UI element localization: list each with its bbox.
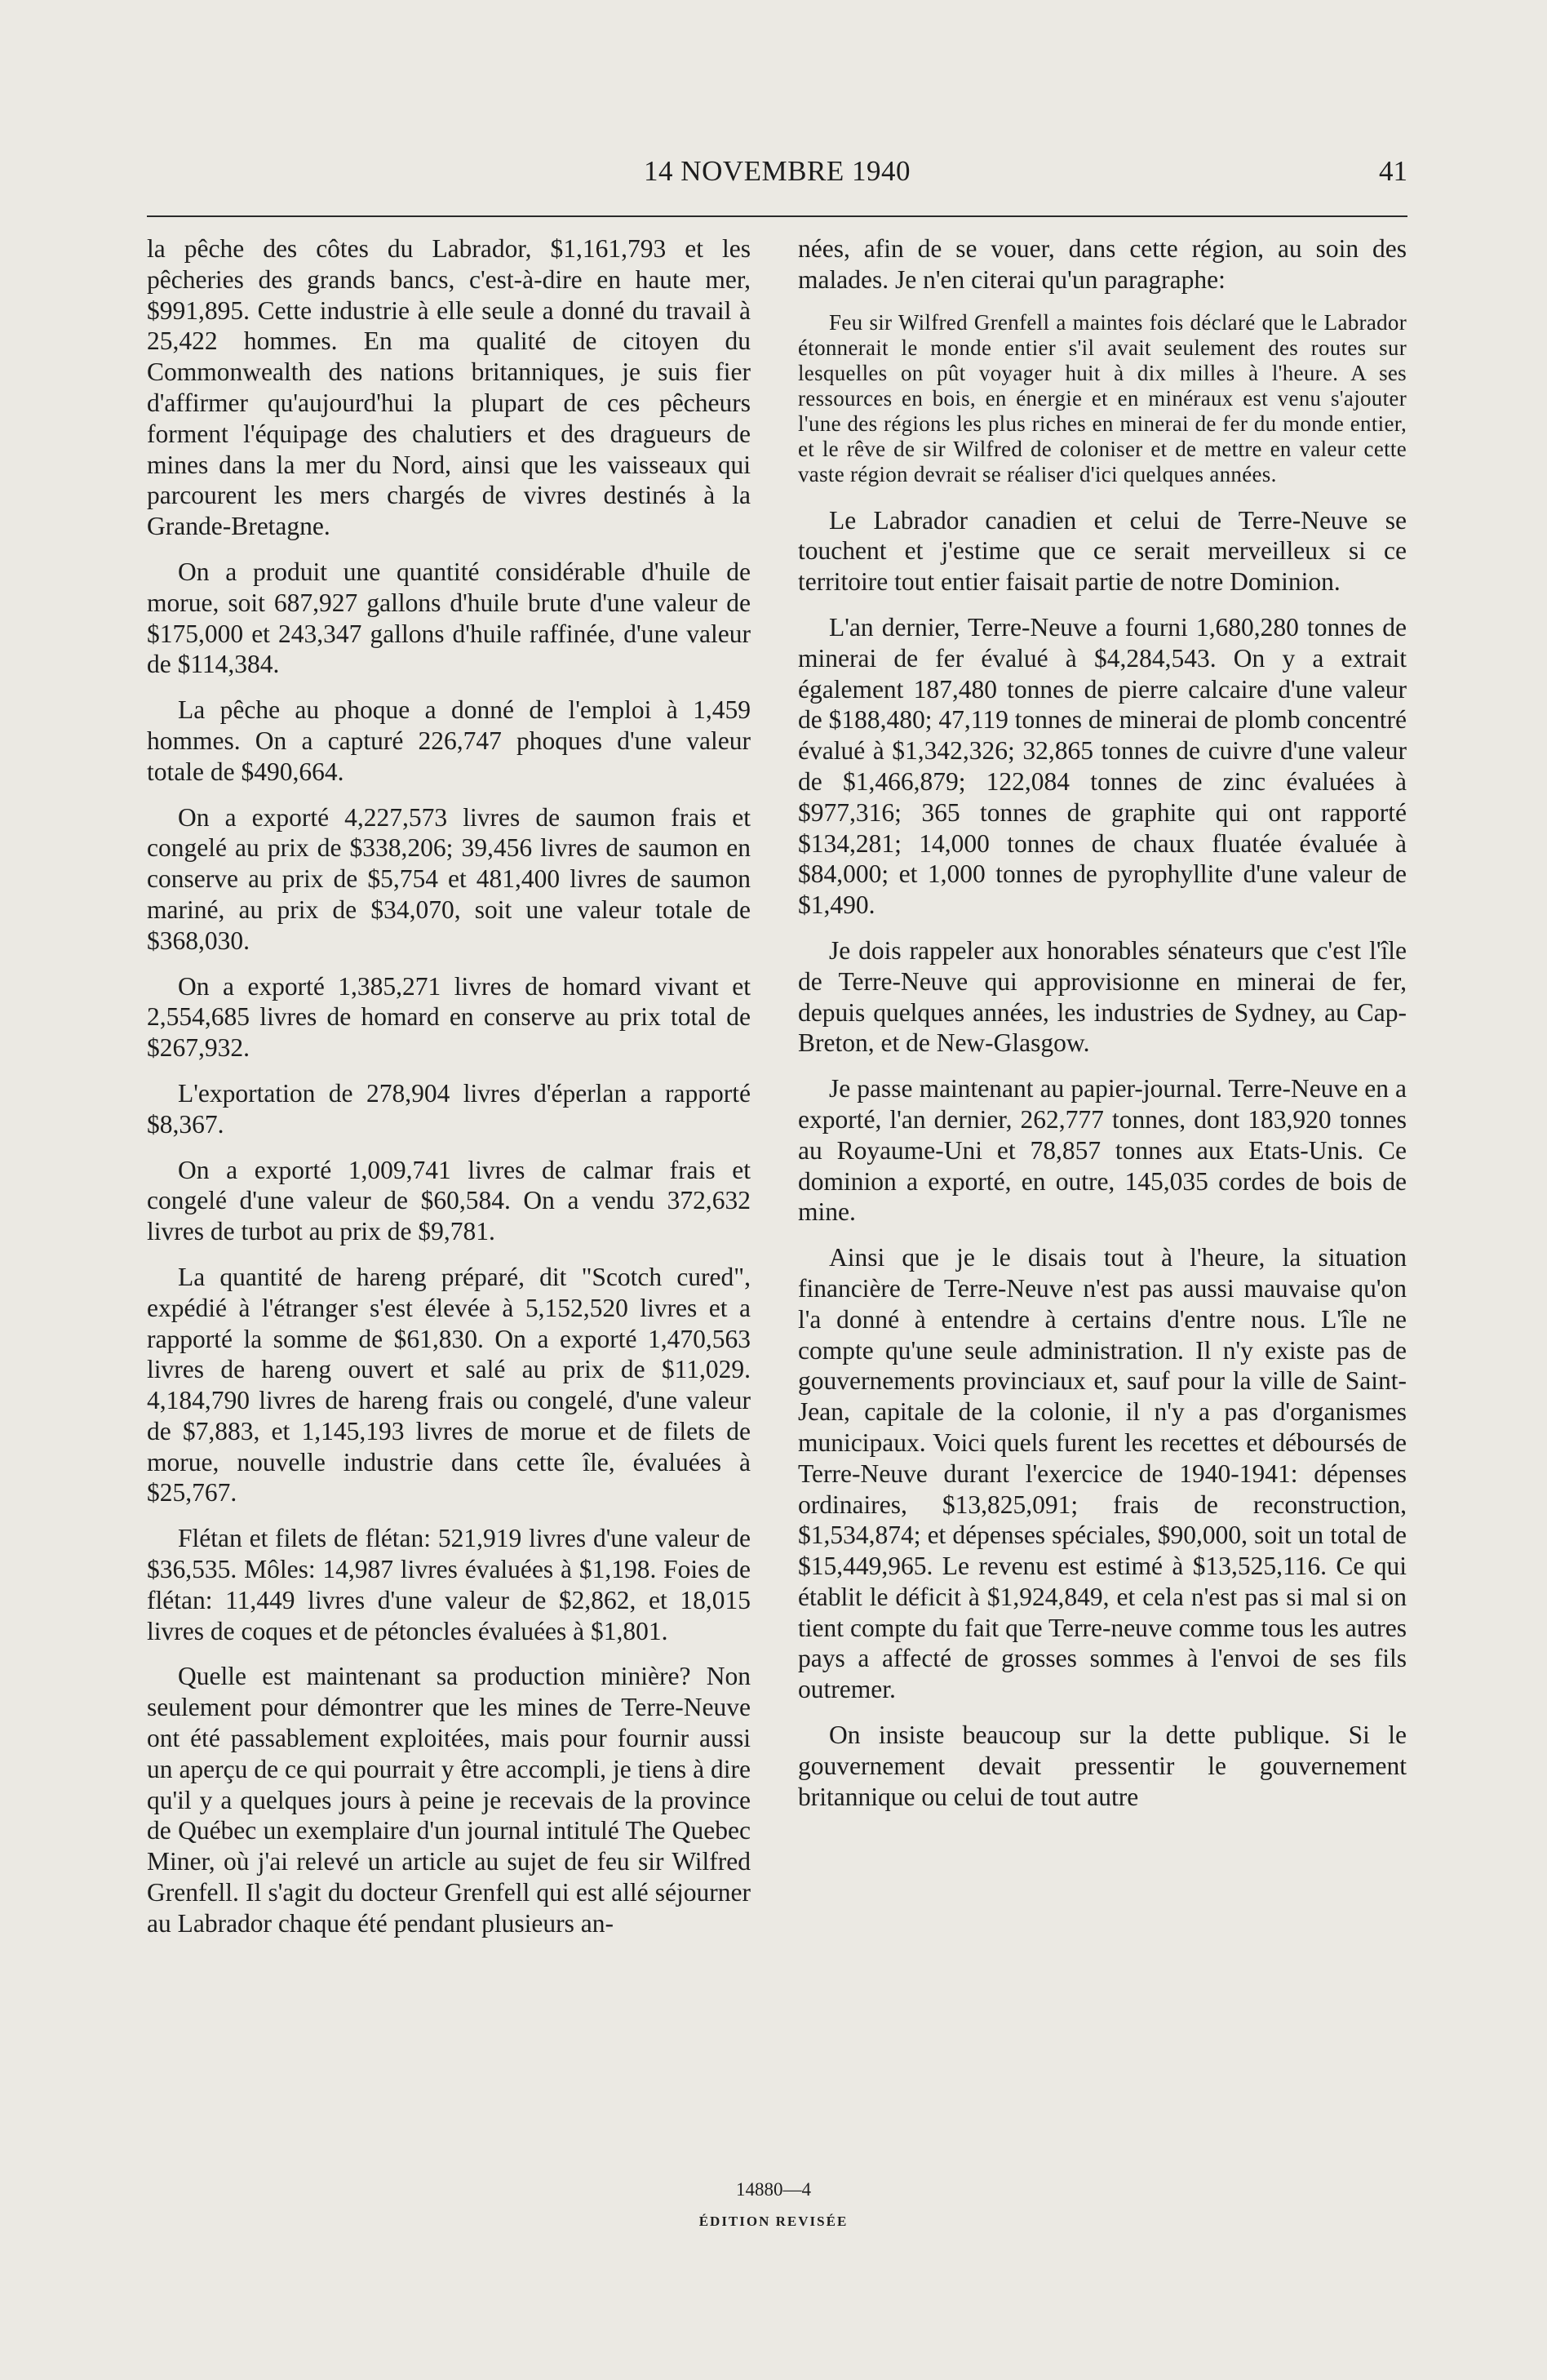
page-footer	[0, 2179, 1547, 2230]
paragraph: L'exportation de 278,904 livres d'éperlan a rapporté $8,367.	[147, 1078, 751, 1139]
paragraph: On a exporté 4,227,573 livres de saumon frais et congelé au prix de $338,206; 39,456 livres de saumon en conserve au prix de $5,754 et 481,400 livres de saumon mariné, au prix de $34,070, soit une valeur totale de $368,030.	[147, 802, 751, 955]
paragraph: la pêche des côtes du Labrador, $1,161,793 et les pêcheries des grands bancs, c'est-à-dire en haute mer, $991,895. Cette industrie à elle seule a donné du travail à 25,422 hommes. En ma qualité de citoyen du Commonwealth des nations britanniques, je suis fier d'affirmer qu'aujourd'hui la plupart de ces pêcheurs forment l'équipage des chalutiers et des dragueurs de mines dans la mer du Nord, ainsi que les vaisseaux qui parcourent les mers chargés de vivres destinés à la Grande-Bretagne.	[147, 234, 751, 541]
paragraph: Ainsi que je le disais tout à l'heure, la situation financière de Terre-Neuve n'est pas aussi mauvaise qu'on l'a donné à entendre à certains d'entre nous. L'île ne compte qu'une seule administration. Il n'y existe pas de gouvernements provinciaux et, sauf pour la ville de Saint-Jean, capitale de la colonie, il n'y a pas d'organismes municipaux. Voici quels furent les recettes et déboursés de Terre-Neuve durant l'exercice de 1940-1941: dépenses ordinaires, $13,825,091; frais de reconstruction, $1,534,874; et dépenses spéciales, $90,000, soit un total de $15,449,965. Le revenu est estimé à $13,525,116. Ce qui établit le déficit à $1,924,849, et cela n'est pas si mal si on tient compte du fait que Terre-neuve comme tous les autres pays a affecté de grosses sommes à l'envoi de ses fils outremer.	[798, 1243, 1407, 1704]
paragraph: nées, afin de se vouer, dans cette région, au soin des malades. Je n'en citerai qu'un paragraphe:	[798, 234, 1407, 294]
page-date-title: 14 NOVEMBRE 1940	[644, 155, 911, 187]
edition-label: ÉDITION REVISÉE	[698, 2213, 849, 2229]
paragraph: La pêche au phoque a donné de l'emploi à 1,459 hommes. On a capturé 226,747 phoques d'une valeur totale de $490,664.	[147, 695, 751, 786]
paragraph: Quelle est maintenant sa production minière? Non seulement pour démontrer que les mines de Terre-Neuve ont été passablement exploitées, mais pour fournir aussi un aperçu de ce qui pourrait y être accompli, je tiens à dire qu'il y a quelques jours à peine je recevais de la province de Québec un exemplaire d'un journal intitulé The Quebec Miner, où j'ai relevé un article au sujet de feu sir Wilfred Grenfell. Il s'agit du docteur Grenfell qui est allé séjourner au Labrador chaque été pendant plusieurs an-	[147, 1662, 751, 1938]
left-column	[147, 233, 751, 1954]
paragraph: Je dois rappeler aux honorables sénateurs que c'est l'île de Terre-Neuve qui approvisionne en minerai de fer, depuis quelques années, les industries de Sydney, au Cap-Breton, et de New-Glasgow.	[798, 935, 1407, 1058]
right-column	[798, 233, 1407, 1827]
paragraph: On a exporté 1,009,741 livres de calmar frais et congelé d'une valeur de $60,584. On a vendu 372,632 livres de turbot au prix de $9,781.	[147, 1155, 751, 1246]
page-header	[147, 155, 1407, 204]
block-quote: Feu sir Wilfred Grenfell a maintes fois déclaré que le Labrador étonnerait le monde entier s'il avait seulement des routes sur lesquelles on pût voyager huit à dix milles à l'heure. A ses ressources en bois, en énergie et en minéraux est venu s'ajouter l'une des régions les plus riches en minerai de fer du monde entier, et le rêve de sir Wilfred de coloniser et de mettre en valeur cette vaste région devrait se réaliser d'ici quelques années.	[798, 309, 1407, 486]
paragraph: Flétan et filets de flétan: 521,919 livres d'une valeur de $36,535. Môles: 14,987 livres évaluées à $1,198. Foies de flétan: 11,449 livres d'une valeur de $2,862, et 18,015 livres de coques et de pétoncles évaluées à $1,801.	[147, 1524, 751, 1645]
paragraph: La quantité de hareng préparé, dit "Scotch cured", expédié à l'étranger s'est élevée à 5,152,520 livres et a rapporté la somme de $61,830. On a exporté 1,470,563 livres de hareng ouvert et salé au prix de $11,029. 4,184,790 livres de hareng frais ou congelé, d'une valeur de $7,883, et 1,145,193 livres de morue et de filets de morue, nouvelle industrie dans cette île, évaluées à $25,767.	[147, 1262, 751, 1507]
paragraph: L'an dernier, Terre-Neuve a fourni 1,680,280 tonnes de minerai de fer évalué à $4,284,543. On y a extrait également 187,480 tonnes de pierre calcaire d'une valeur de $188,480; 47,119 tonnes de minerai de plomb concentré évalué à $1,342,326; 32,865 tonnes de cuivre d'une valeur de $1,466,879; 122,084 tonnes de zinc évaluées à $977,316; 365 tonnes de graphite qui ont rapporté $134,281; 14,000 tonnes de chaux fluatée évaluée à $84,000; et 1,000 tonnes de pyrophyllite d'une valeur de $1,490.	[798, 612, 1407, 920]
paragraph: On a exporté 1,385,271 livres de homard vivant et 2,554,685 livres de homard en conserve au prix total de $267,932.	[147, 971, 751, 1063]
page-number: 41	[1379, 155, 1407, 187]
header-rule	[147, 215, 1407, 217]
paragraph: On insiste beaucoup sur la dette publique. Si le gouvernement devait pressentir le gouvernement britannique ou celui de tout autre	[798, 1721, 1407, 1811]
paragraph: Je passe maintenant au papier-journal. Terre-Neuve en a exporté, l'an dernier, 262,777 tonnes, dont 183,920 tonnes au Royaume-Uni et 78,857 tonnes aux Etats-Unis. Ce dominion a exporté, en outre, 145,035 cordes de bois de mine.	[798, 1074, 1407, 1227]
paragraph: Le Labrador canadien et celui de Terre-Neuve se touchent et j'estime que ce serait merveilleux si ce territoire tout entier faisait partie de notre Dominion.	[798, 505, 1407, 597]
paragraph: On a produit une quantité considérable d'huile de morue, soit 687,927 gallons d'huile brute d'une valeur de $175,000 et 243,347 gallons d'huile raffinée, d'une valeur de $114,384.	[147, 557, 751, 679]
print-code: 14880—4	[736, 2179, 811, 2200]
